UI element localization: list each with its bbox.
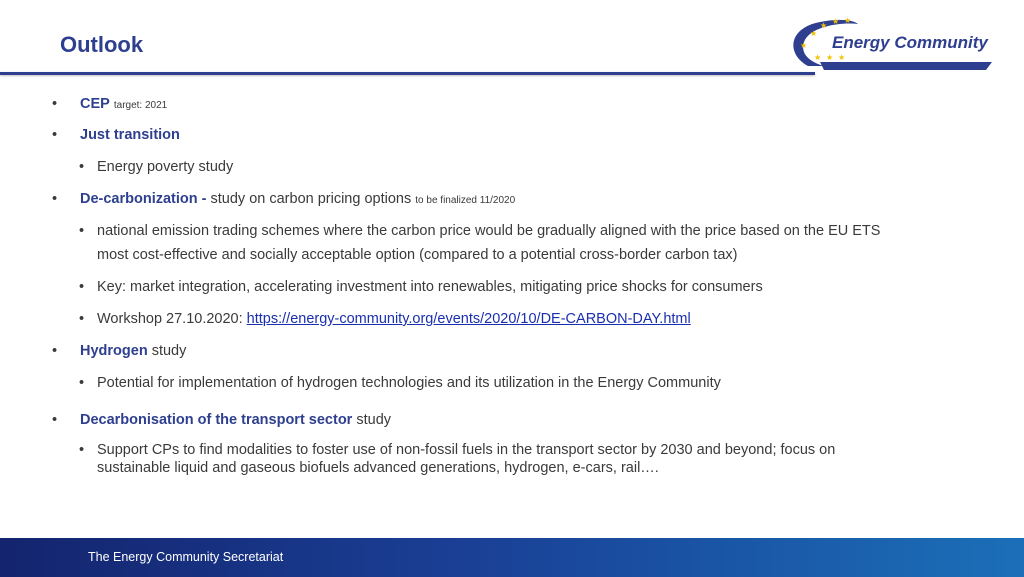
hydrogen-label: Hydrogen — [80, 343, 148, 359]
hydrogen-sub-text: Potential for implementation of hydrogen technologies and its utilization in the Energy Community — [97, 375, 721, 391]
page-title: Outlook — [60, 32, 144, 57]
bullet-dot: • — [52, 96, 58, 112]
footer-bar — [0, 538, 1024, 577]
ets-line-2: most cost-effective and socially acceptable option (compared to a potential cross-border carbon tax) — [97, 247, 738, 263]
decarb-text: study on carbon pricing options — [210, 191, 412, 207]
cep-note: target: 2021 — [113, 100, 168, 111]
bullet-dot: • — [52, 191, 58, 207]
workshop-text: Workshop 27.10.2020: — [97, 311, 243, 327]
energy-poverty-text: Energy poverty study — [97, 159, 234, 175]
ets-line-1: national emission trading schemes where the carbon price would be gradually aligned with the price based on the EU ETS — [97, 223, 881, 239]
workshop-link[interactable]: https://energy-community.org/events/2020/10/DE-CARBON-DAY.html — [246, 311, 691, 327]
logo-star: ★ — [814, 53, 822, 62]
bullet-dot: • — [79, 311, 85, 327]
logo-star: ★ — [838, 53, 846, 62]
logo-star: ★ — [832, 17, 840, 26]
transport-label: Decarbonisation of the transport sector — [80, 412, 353, 428]
footer-text: The Energy Community Secretariat — [88, 550, 284, 564]
just-transition-label: Just transition — [80, 127, 180, 143]
bullet-dot: • — [52, 127, 58, 143]
decarb-note: to be finalized 11/2020 — [415, 195, 516, 206]
hydrogen-text: study — [151, 343, 187, 359]
transport-text: study — [356, 412, 392, 428]
bullet-dot: • — [79, 279, 85, 295]
decarb-label: De-carbonization - — [80, 191, 207, 207]
bullet-dot: • — [79, 159, 85, 175]
logo-star: ★ — [800, 41, 808, 50]
bullet-dot: • — [79, 442, 85, 458]
logo-star: ★ — [844, 16, 852, 25]
bullet-dot: • — [79, 375, 85, 391]
transport-sub-line-2: sustainable liquid and gaseous biofuels advanced generations, hydrogen, e-cars, rail…. — [97, 460, 659, 476]
bullet-dot: • — [79, 223, 85, 239]
cep-label: CEP — [80, 96, 110, 112]
bullet-dot: • — [52, 412, 58, 428]
bullet-dot: • — [52, 343, 58, 359]
key-text: Key: market integration, accelerating investment into renewables, mitigating price shocks for consumers — [97, 279, 763, 295]
logo-text: Energy Community — [832, 33, 988, 52]
logo-star: ★ — [820, 21, 828, 30]
logo-star: ★ — [810, 29, 818, 38]
logo-star: ★ — [826, 53, 834, 62]
transport-sub-line-1: Support CPs to find modalities to foster use of non-fossil fuels in the transport sector by 2030 and beyond; focus on — [97, 442, 836, 458]
